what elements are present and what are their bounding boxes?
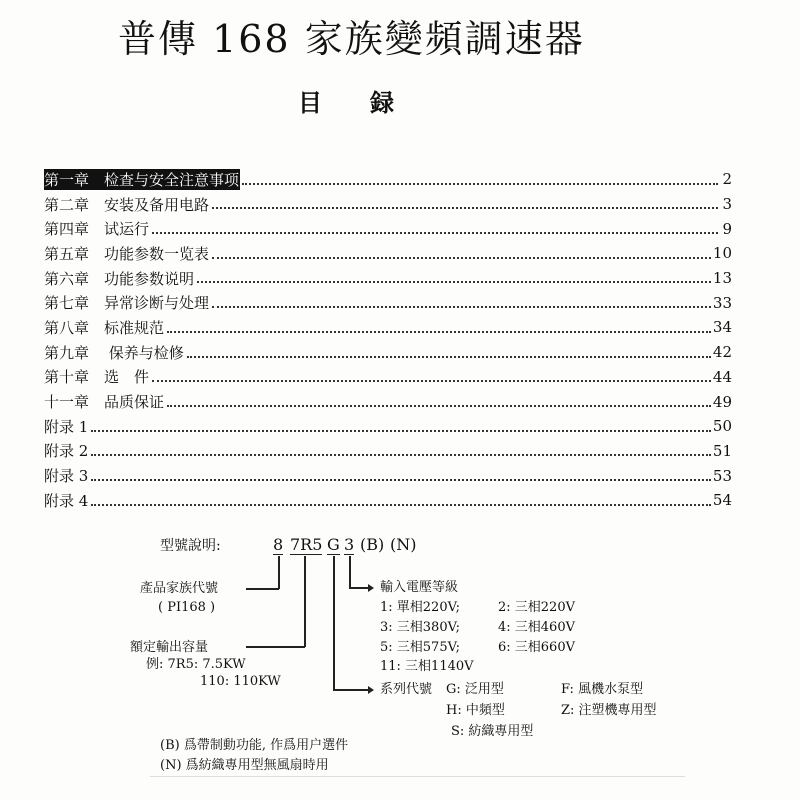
voltage-arrow-icon xyxy=(368,584,374,592)
note-brake: (B) 爲帶制動功能, 作爲用户選件 xyxy=(160,738,349,753)
toc-entry-label: 第二章 安装及备用电路 xyxy=(44,195,210,214)
toc-entry-page: 2 xyxy=(722,170,732,189)
toc-entry-label: 附录 1 xyxy=(44,417,89,436)
voltage-option-2: 2: 三相220V xyxy=(498,600,575,615)
capacity-connector xyxy=(304,556,306,647)
code-voltage: 3 xyxy=(344,535,355,554)
toc-entry-page: 9 xyxy=(722,219,732,238)
capacity-example-2: 110: 110KW xyxy=(200,674,281,689)
toc-entry-label: 附录 4 xyxy=(44,491,89,510)
toc-entry-page: 51 xyxy=(712,441,732,460)
toc-dot-leader xyxy=(197,281,711,283)
toc-dot-leader xyxy=(91,504,711,506)
code-series: G xyxy=(327,535,340,554)
family-connector-horizontal xyxy=(246,588,279,590)
toc-dot-leader xyxy=(152,232,718,234)
toc-entry-page: 10 xyxy=(712,244,732,263)
family-connector xyxy=(278,556,280,589)
toc-entry-label: 十一章 品质保证 xyxy=(44,393,165,412)
toc-entry[interactable] xyxy=(44,439,732,464)
toc-dot-leader xyxy=(167,331,711,333)
toc-dot-leader xyxy=(212,257,711,259)
series-option-g: G: 泛用型 xyxy=(446,682,504,697)
toc-entry-label: 第十章 选 件 xyxy=(44,368,150,387)
toc-entry-label: 第四章 试运行 xyxy=(44,220,150,239)
toc-entry[interactable] xyxy=(44,389,732,414)
code-capacity: 7R5 xyxy=(290,535,323,554)
capacity-example-1: 例: 7R5: 7.5KW xyxy=(146,657,246,672)
contents-heading: 目 録 xyxy=(298,88,394,117)
voltage-option-1: 1: 單相220V; xyxy=(380,600,461,615)
voltage-option-3: 3: 三相380V; xyxy=(380,620,461,635)
series-option-f: F: 風機水泵型 xyxy=(561,682,644,697)
voltage-option-6: 6: 三相660V xyxy=(498,640,575,655)
document-title: 普傳 168 家族變頻調速器 xyxy=(118,17,585,61)
toc-entry-label: 第六章 功能参数说明 xyxy=(44,269,195,288)
toc-entry-label: 第九章 保养与检修 xyxy=(44,343,184,362)
toc-entry-label: 第七章 异常诊断与处理 xyxy=(44,294,210,313)
toc-entry-page: 33 xyxy=(712,293,732,312)
toc-entry-label: 附录 2 xyxy=(44,442,89,461)
series-connector xyxy=(333,556,335,690)
toc-entry[interactable] xyxy=(44,266,732,291)
toc-entry-label: 第一章 检查与安全注意事项 xyxy=(44,170,240,189)
voltage-option-4: 4: 三相460V xyxy=(498,620,575,635)
page-divider xyxy=(150,776,685,777)
toc-entry[interactable] xyxy=(44,315,732,340)
series-connector-horizontal xyxy=(333,689,368,691)
series-option-s: S: 紡織專用型 xyxy=(451,724,534,739)
model-heading: 型號說明: xyxy=(160,538,221,554)
toc-dot-leader xyxy=(152,380,711,382)
toc-entry[interactable] xyxy=(44,167,732,192)
toc-entry-page: 49 xyxy=(712,392,732,411)
voltage-connector-horizontal xyxy=(349,587,368,589)
family-label: 產品家族代號 xyxy=(140,581,219,596)
toc-entry-page: 44 xyxy=(712,367,732,386)
toc-entry[interactable] xyxy=(44,241,732,266)
toc-entry-page: 53 xyxy=(712,466,732,485)
toc-dot-leader xyxy=(242,183,718,185)
voltage-option-11: 11: 三相1140V xyxy=(380,659,474,674)
toc-entry[interactable] xyxy=(44,414,732,439)
code-brake-option: (B) xyxy=(360,535,385,554)
toc-entry-label: 第五章 功能参数一览表 xyxy=(44,244,210,263)
toc-entry-label: 附录 3 xyxy=(44,467,89,486)
toc-entry[interactable] xyxy=(44,192,732,217)
code-family: 8 xyxy=(273,535,284,554)
toc-dot-leader xyxy=(91,454,711,456)
toc-entry-page: 54 xyxy=(712,491,732,510)
toc-dot-leader xyxy=(212,207,718,209)
series-label: 系列代號 xyxy=(380,682,433,697)
toc-entry-label: 第八章 标准规范 xyxy=(44,318,165,337)
toc-entry[interactable] xyxy=(44,290,732,315)
code-fan-option: (N) xyxy=(390,535,417,554)
capacity-label: 額定輸出容量 xyxy=(130,640,209,655)
toc-entry-page: 3 xyxy=(722,195,732,214)
toc-entry[interactable] xyxy=(44,463,732,488)
toc-entry[interactable] xyxy=(44,365,732,390)
capacity-connector-horizontal xyxy=(246,646,305,648)
voltage-label: 輸入電壓等級 xyxy=(380,580,459,595)
toc-entry-page: 34 xyxy=(712,318,732,337)
series-arrow-icon xyxy=(368,686,374,694)
toc-dot-leader xyxy=(91,430,711,432)
voltage-connector xyxy=(349,556,351,588)
note-fan: (N) 爲紡織專用型無風扇時用 xyxy=(160,758,329,773)
toc-dot-leader xyxy=(167,405,711,407)
toc-dot-leader xyxy=(187,356,711,358)
voltage-option-5: 5: 三相575V; xyxy=(380,640,461,655)
toc-entry[interactable] xyxy=(44,488,732,513)
toc-entry[interactable] xyxy=(44,340,732,365)
toc-entry[interactable] xyxy=(44,216,732,241)
toc-dot-leader xyxy=(212,306,711,308)
series-option-h: H: 中頻型 xyxy=(446,703,505,718)
family-value: ( PI168 ) xyxy=(158,600,216,615)
series-option-z: Z: 注塑機專用型 xyxy=(561,703,657,718)
table-of-contents xyxy=(44,167,732,513)
toc-dot-leader xyxy=(91,479,711,481)
toc-entry-page: 42 xyxy=(712,343,732,362)
toc-entry-page: 50 xyxy=(712,417,732,436)
model-number-diagram xyxy=(0,530,800,800)
toc-entry-page: 13 xyxy=(712,269,732,288)
